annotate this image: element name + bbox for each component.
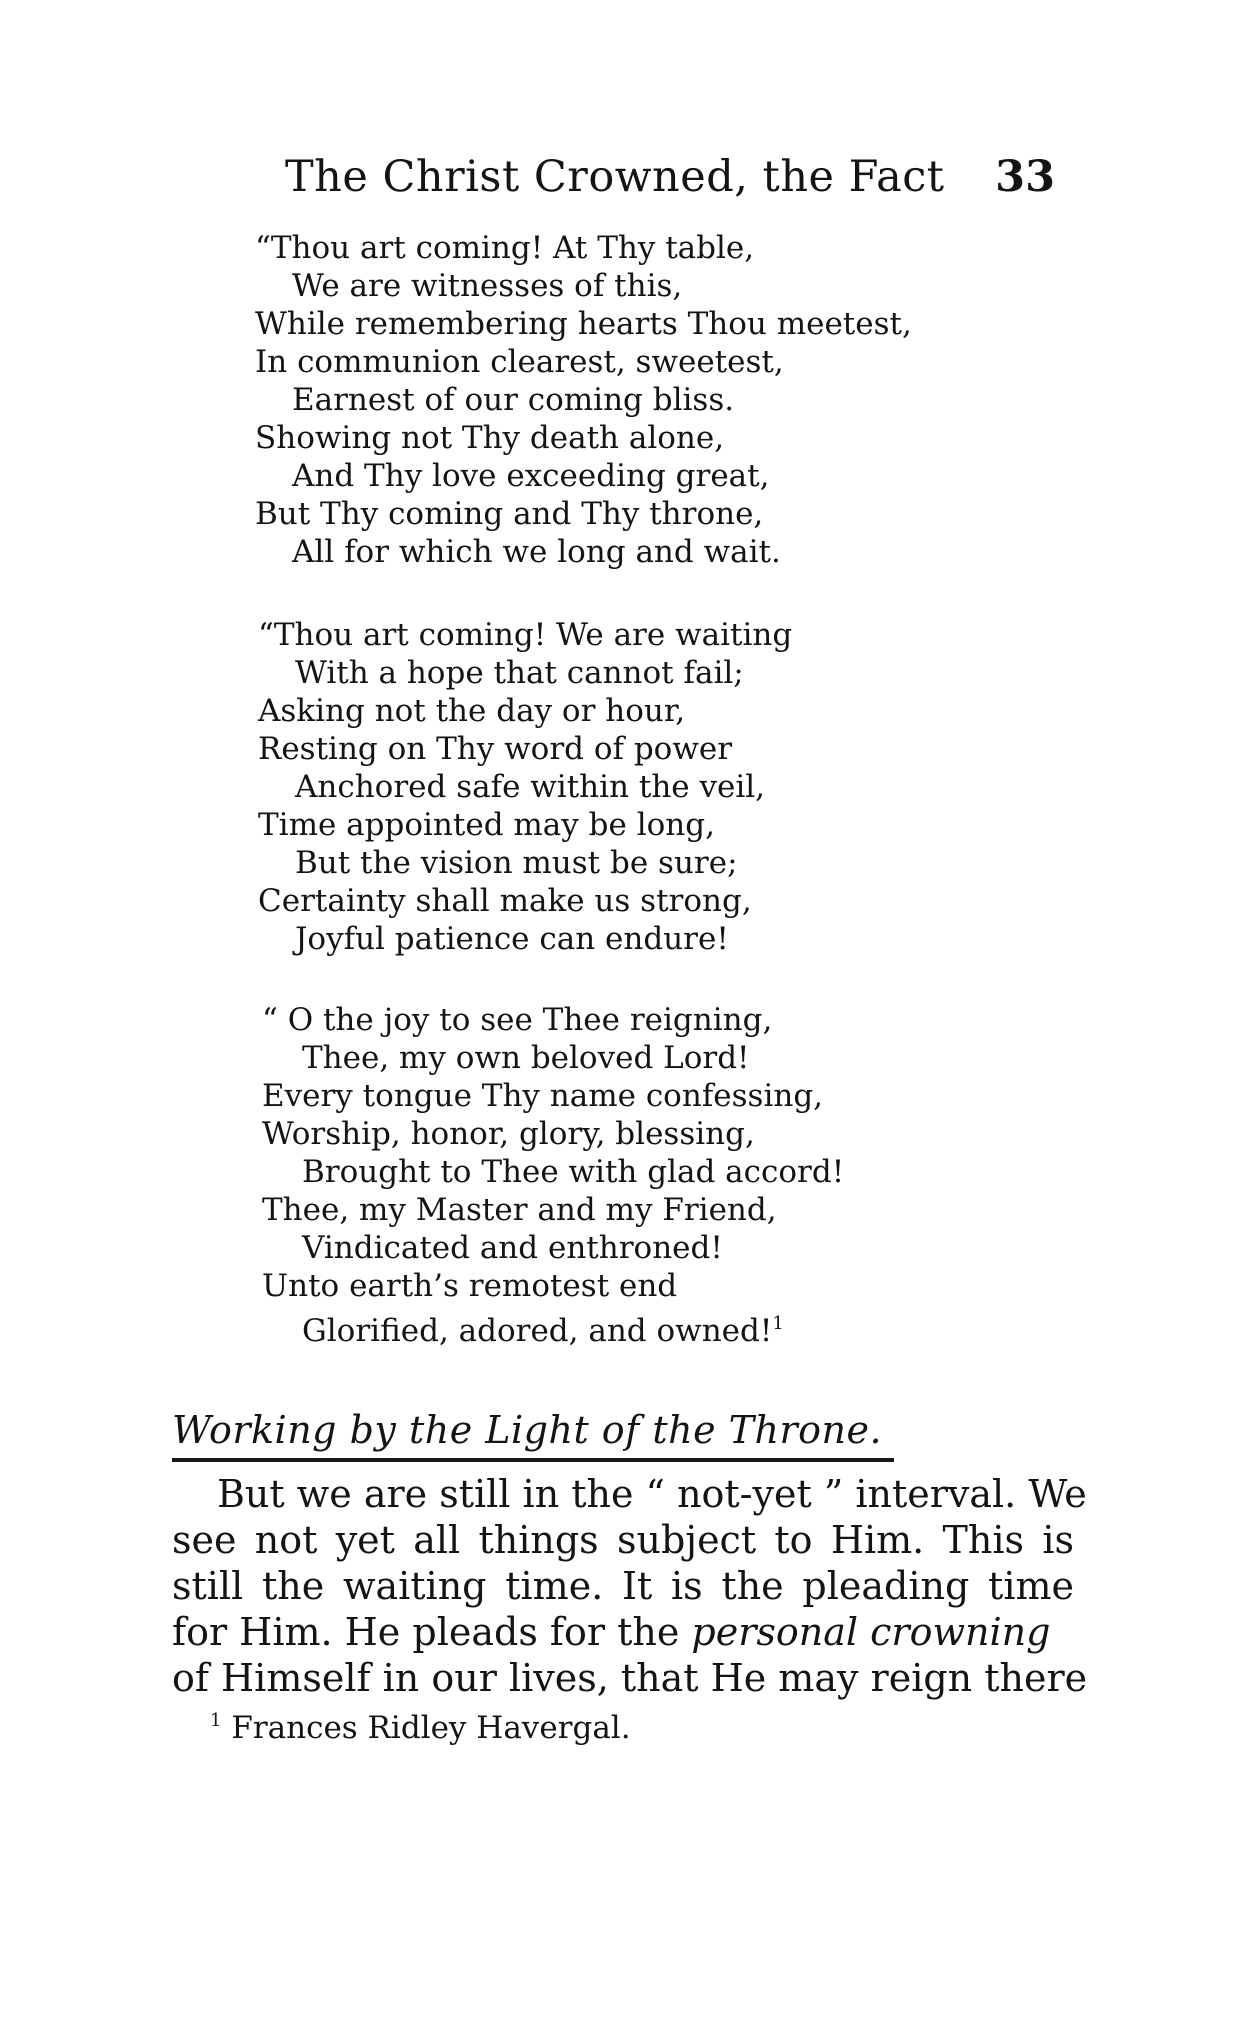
prose-line: But we are still in the “ not-yet ” interval. We <box>217 1472 1087 1516</box>
verse-line: Showing not Thy death alone, <box>255 420 725 456</box>
verse-line: Anchored safe within the veil, <box>295 769 766 805</box>
verse-line: Thee, my own beloved Lord! <box>302 1040 750 1076</box>
footnote-number: 1 <box>210 1710 222 1731</box>
verse-line: While remembering hearts Thou meetest, <box>255 306 912 342</box>
verse-text: Glorified, adored, and owned! <box>302 1313 773 1349</box>
footnote <box>210 1710 631 1746</box>
page-header <box>285 152 1055 208</box>
running-title: The Christ Crowned, the Fact <box>285 152 945 202</box>
verse-line: Asking not the day or hour, <box>258 693 686 729</box>
verse-line: “Thou art coming! We are waiting <box>258 617 793 653</box>
page-number: 33 <box>995 152 1055 202</box>
verse-line: With a hope that cannot fail; <box>295 655 744 691</box>
verse-line: Time appointed may be long, <box>258 807 715 843</box>
footnote-text: Frances Ridley Havergal. <box>231 1710 631 1746</box>
verse-line <box>302 1306 784 1349</box>
verse-line: In communion clearest, sweetest, <box>255 344 784 380</box>
prose-line: of Himself in our lives, that He may reign there <box>172 1656 1088 1700</box>
prose-text: for Him. He pleads for the <box>172 1610 692 1654</box>
verse-line: Brought to Thee with glad accord! <box>302 1154 845 1190</box>
verse-line: Joyful patience can endure! <box>295 921 729 957</box>
verse-line: All for which we long and wait. <box>292 534 781 570</box>
footnote-marker: 1 <box>772 1313 784 1334</box>
verse-line: Earnest of our coming bliss. <box>292 382 735 418</box>
heading-rule <box>172 1458 894 1462</box>
prose-line: see not yet all things subject to Him. This is <box>172 1518 1074 1562</box>
verse-line: Thee, my Master and my Friend, <box>262 1192 777 1228</box>
section-heading: Working by the Light of the Throne. <box>172 1408 883 1452</box>
verse-line: And Thy love exceeding great, <box>292 458 770 494</box>
prose-line: still the waiting time. It is the pleading time <box>172 1564 1074 1608</box>
verse-line: But the vision must be sure; <box>295 845 738 881</box>
verse-line: But Thy coming and Thy throne, <box>255 496 764 532</box>
verse-line: Certainty shall make us strong, <box>258 883 752 919</box>
verse-line: Resting on Thy word of power <box>258 731 733 767</box>
verse-line: Unto earth’s remotest end <box>262 1268 678 1304</box>
verse-line: Every tongue Thy name confessing, <box>262 1078 824 1114</box>
emphasis-text: personal crowning <box>691 1610 1051 1654</box>
verse-line: Vindicated and enthroned! <box>302 1230 723 1266</box>
verse-line: “ O the joy to see Thee reigning, <box>262 1002 773 1038</box>
verse-line: Worship, honor, glory, blessing, <box>262 1116 755 1152</box>
verse-line: “Thou art coming! At Thy table, <box>255 230 755 266</box>
prose-line <box>172 1610 1074 1654</box>
verse-line: We are witnesses of this, <box>292 268 683 304</box>
